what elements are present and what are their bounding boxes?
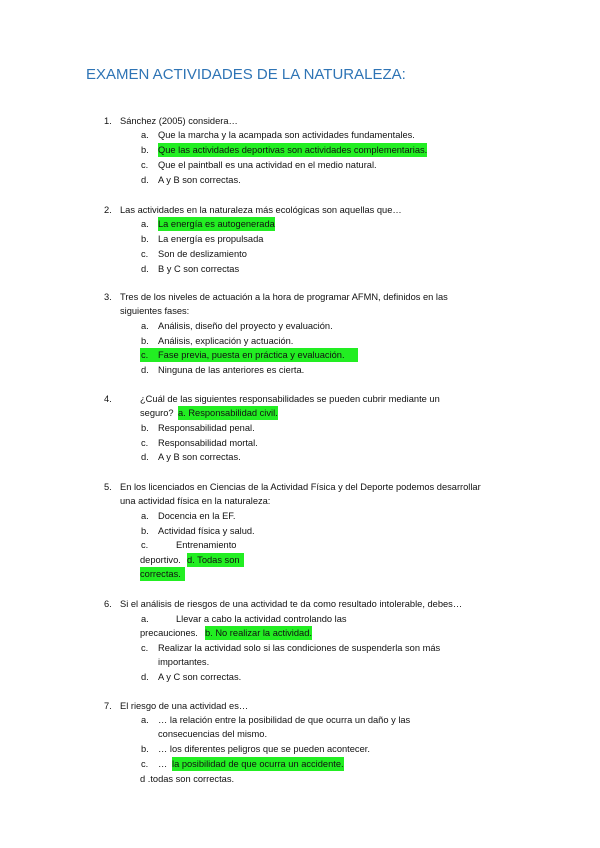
option-letter: b.	[141, 423, 149, 433]
question-number: 5.	[104, 482, 112, 492]
option-text: Responsabilidad penal.	[158, 423, 255, 433]
option-text: deportivo.	[140, 555, 181, 565]
option-letter: b.	[141, 336, 149, 346]
correct-answer: la posibilidad de que ocurra un accidente.	[172, 759, 344, 769]
question-text: Sánchez (2005) considera…	[120, 116, 238, 126]
option-text: A y B son correctas.	[158, 452, 241, 462]
option-text: Realizar la actividad solo si las condiciones de suspenderla son más	[158, 643, 441, 653]
question-number: 2.	[104, 205, 112, 215]
question-number: 7.	[104, 701, 112, 711]
option-letter: b.	[141, 145, 149, 155]
option-letter: c.	[141, 759, 149, 769]
option-text: precauciones.	[140, 628, 198, 638]
option-text: La energía es propulsada	[158, 234, 264, 244]
option-letter: a.	[141, 219, 149, 229]
question-text: Tres de los niveles de actuación a la hora de programar AFMN, definidos en las	[120, 292, 448, 302]
question-text: una actividad física en la naturaleza:	[120, 496, 271, 506]
option-text: Fase previa, puesta en práctica y evaluación.	[158, 350, 345, 360]
question-text: En los licenciados en Ciencias de la Actividad Física y del Deporte podemos desarrollar	[120, 482, 481, 492]
correct-answer: a. Responsabilidad civil.	[178, 408, 278, 418]
option-letter: b.	[141, 526, 149, 536]
option-text: A y C son correctas.	[158, 672, 242, 682]
option-text: Docencia en la EF.	[158, 511, 236, 521]
option-prefix: …	[158, 759, 168, 769]
page-title: EXAMEN ACTIVIDADES DE LA NATURALEZA:	[86, 66, 406, 83]
option-text: Que la marcha y la acampada son actividades fundamentales.	[158, 130, 415, 140]
question-number: 4.	[104, 394, 112, 404]
option-letter: d.	[141, 452, 149, 462]
option-letter: d.	[141, 175, 149, 185]
question-number: 1.	[104, 116, 112, 126]
option-text: Análisis, diseño del proyecto y evaluación.	[158, 321, 333, 331]
option-letter: a.	[141, 511, 149, 521]
option-text: Actividad física y salud.	[158, 526, 255, 536]
correct-answer: correctas.	[140, 567, 185, 581]
correct-answer: Que las actividades deportivas son actividades complementarias.	[158, 145, 428, 155]
option-letter: c.	[141, 438, 149, 448]
correct-answer-row	[140, 348, 358, 362]
option-letter: b.	[141, 234, 149, 244]
option-letter: a.	[141, 130, 149, 140]
question-number: 3.	[104, 292, 112, 302]
option-letter: d.	[141, 672, 149, 682]
option-letter: a.	[141, 321, 149, 331]
question-text: siguientes fases:	[120, 306, 190, 316]
option-letter: c.	[141, 540, 149, 550]
option-letter: d.	[141, 264, 149, 274]
question-text: seguro?	[140, 408, 174, 418]
question-number: 6.	[104, 599, 112, 609]
option-letter: c.	[141, 160, 149, 170]
question-text: Si el análisis de riesgos de una actividad te da como resultado intolerable, debes…	[120, 599, 463, 609]
question-text: El riesgo de una actividad es…	[120, 701, 249, 711]
option-text: importantes.	[158, 657, 210, 667]
option-text: A y B son correctas.	[158, 175, 241, 185]
correct-answer: b. No realizar la actividad.	[205, 628, 312, 638]
option-text: Son de deslizamiento	[158, 249, 247, 259]
correct-answer: La energía es autogenerada	[158, 219, 275, 229]
option-text: consecuencias del mismo.	[158, 729, 268, 739]
option-letter: a.	[141, 614, 149, 624]
question-text: Las actividades en la naturaleza más ecológicas son aquellas que…	[120, 205, 402, 215]
option-text: … los diferentes peligros que se pueden acontecer.	[158, 744, 370, 754]
option-text: B y C son correctas	[158, 264, 240, 274]
option-letter: c.	[141, 350, 149, 360]
option-letter: b.	[141, 744, 149, 754]
option-letter: d.	[141, 365, 149, 375]
option-text: Entrenamiento	[176, 540, 237, 550]
option-letter: a.	[141, 715, 149, 725]
option-text: Que el paintball es una actividad en el medio natural.	[158, 160, 377, 170]
option-text: Llevar a cabo la actividad controlando las	[176, 614, 347, 624]
option-text: Ninguna de las anteriores es cierta.	[158, 365, 305, 375]
option-text: d .todas son correctas.	[140, 774, 235, 784]
option-letter: c.	[141, 249, 149, 259]
question-text: ¿Cuál de las siguientes responsabilidades se pueden cubrir mediante un	[140, 394, 440, 404]
option-text: Responsabilidad mortal.	[158, 438, 258, 448]
correct-answer: d. Todas son	[187, 553, 244, 567]
option-letter: c.	[141, 643, 149, 653]
option-text: … la relación entre la posibilidad de que ocurra un daño y las	[158, 715, 411, 725]
option-text: Análisis, explicación y actuación.	[158, 336, 294, 346]
